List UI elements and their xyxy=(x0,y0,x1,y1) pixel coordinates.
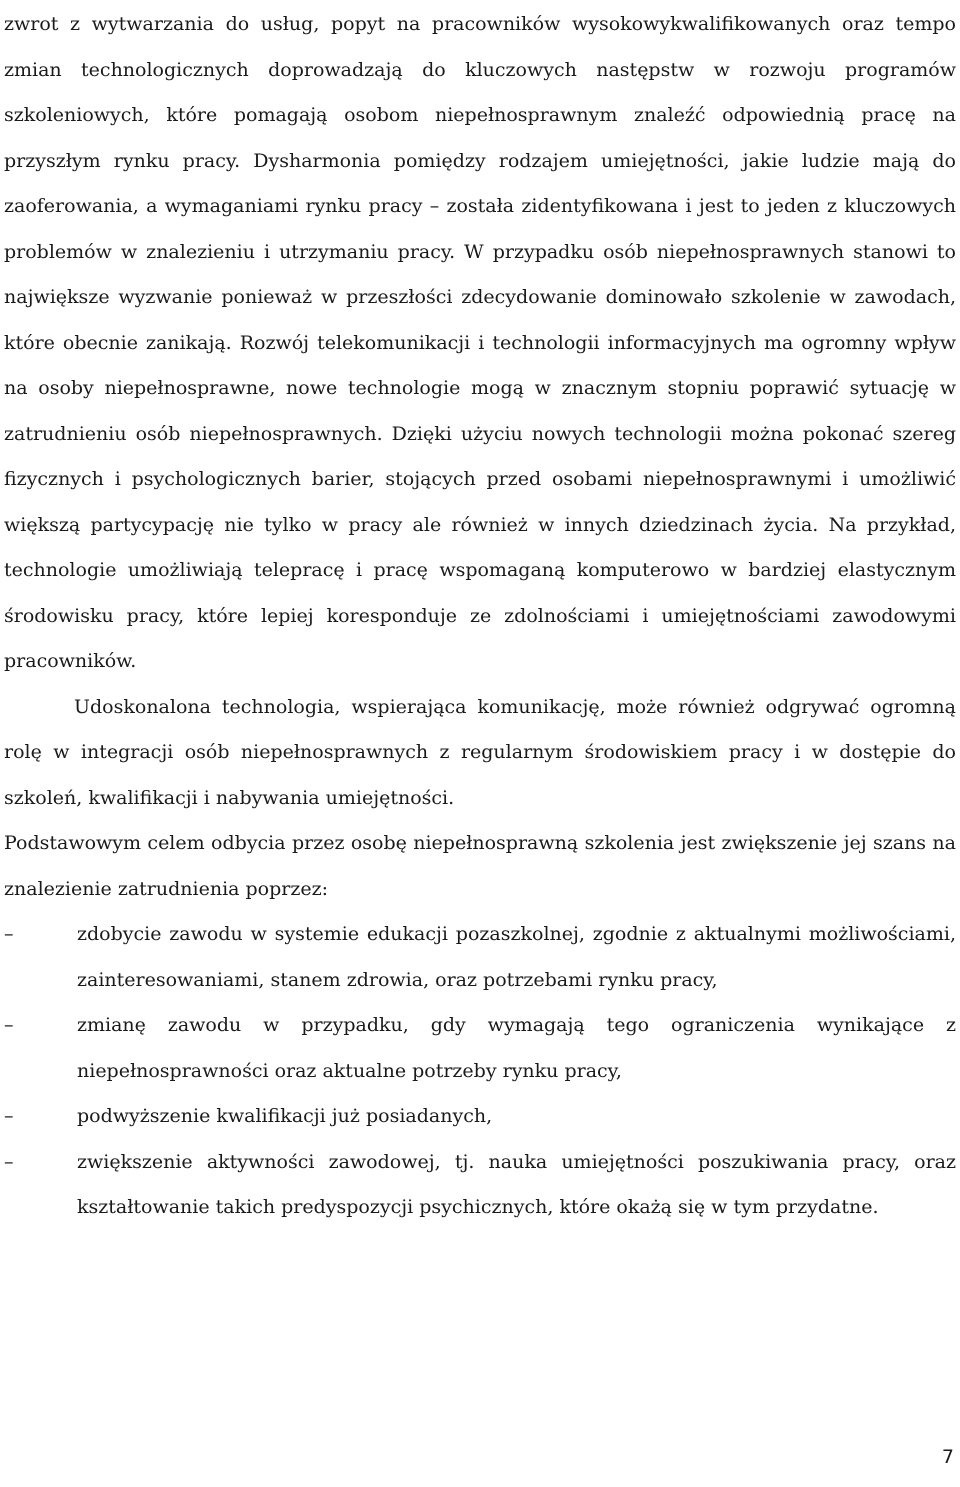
paragraph-training-goal: Podstawowym celem odbycia przez osobę niepełnosprawną szkolenia jest zwiększenie jej szans na znalezienie zatrudnienia poprzez: xyxy=(4,832,956,900)
list-item xyxy=(4,912,956,1003)
dash-bullet: – xyxy=(4,1105,14,1127)
page-number: 7 xyxy=(941,1446,954,1468)
list-item-text: zdobycie zawodu w systemie edukacji pozaszkolnej, zgodnie z aktualnymi możliwościami, zainteresowaniami, stanem zdrowia, oraz potrzebami rynku pracy, xyxy=(77,923,956,991)
list-item-text: zmianę zawodu w przypadku, gdy wymagają tego ograniczenia wynikające z niepełnosprawności oraz aktualne potrzeby rynku pracy, xyxy=(77,1014,956,1082)
dash-bullet: – xyxy=(4,923,14,945)
paragraph-technology-labor-market: zwrot z wytwarzania do usług, popyt na pracowników wysokowykwalifikowanych oraz tempo zmian technologicznych doprowadzają do kluczowych następstw w rozwoju programów szkoleniowych, które pomagają osobom niepełnosprawnym znaleźć odpowiednią pracę na przyszłym rynku pracy. Dysharmonia pomiędzy rodzajem umiejętności, jakie ludzie mają do zaoferowania, a wymaganiami rynku pracy – została zidentyfikowana i jest to jeden z kluczowych problemów w znalezieniu i utrzymaniu pracy. W przypadku osób niepełnosprawnych stanowi to największe wyzwanie ponieważ w przeszłości zdecydowanie dominowało szkolenie w zawodach, które obecnie zanikają. Rozwój telekomunikacji i technologii informacyjnych ma ogromny wpływ na osoby niepełnosprawne, nowe technologie mogą w znacznym stopniu poprawić sytuację w zatrudnieniu osób niepełnosprawnych. Dzięki użyciu nowych technologii można pokonać szereg fizycznych i psychologicznych barier, stojących przed osobami niepełnosprawnymi i umożliwić większą partycypację nie tylko w pracy ale również w innych dziedzinach życia. Na przykład, technologie umożliwiają telepracę i pracę wspomaganą komputerowo w bardziej elastycznym środowisku pracy, które lepiej koresponduje ze zdolnościami i umiejętnościami zawodowymi pracowników. xyxy=(4,13,956,672)
list-item xyxy=(4,1094,956,1140)
list-item xyxy=(4,1003,956,1094)
training-goals-list xyxy=(4,912,956,1231)
list-item-text: podwyższenie kwalifikacji już posiadanych, xyxy=(77,1105,493,1127)
paragraph-communication-technology: Udoskonalona technologia, wspierająca komunikację, może również odgrywać ogromną rolę w integracji osób niepełnosprawnych z regularnym środowiskiem pracy i w dostępie do szkoleń, kwalifikacji i nabywania umiejętności. xyxy=(4,695,956,809)
list-item xyxy=(4,1140,956,1231)
dash-bullet: – xyxy=(4,1014,14,1036)
dash-bullet: – xyxy=(4,1150,14,1173)
list-item-text: zwiększenie aktywności zawodowej, tj. nauka umiejętności poszukiwania pracy, oraz kształtowanie takich predyspozycji psychicznych, które okażą się w tym przydatne. xyxy=(77,1150,956,1218)
